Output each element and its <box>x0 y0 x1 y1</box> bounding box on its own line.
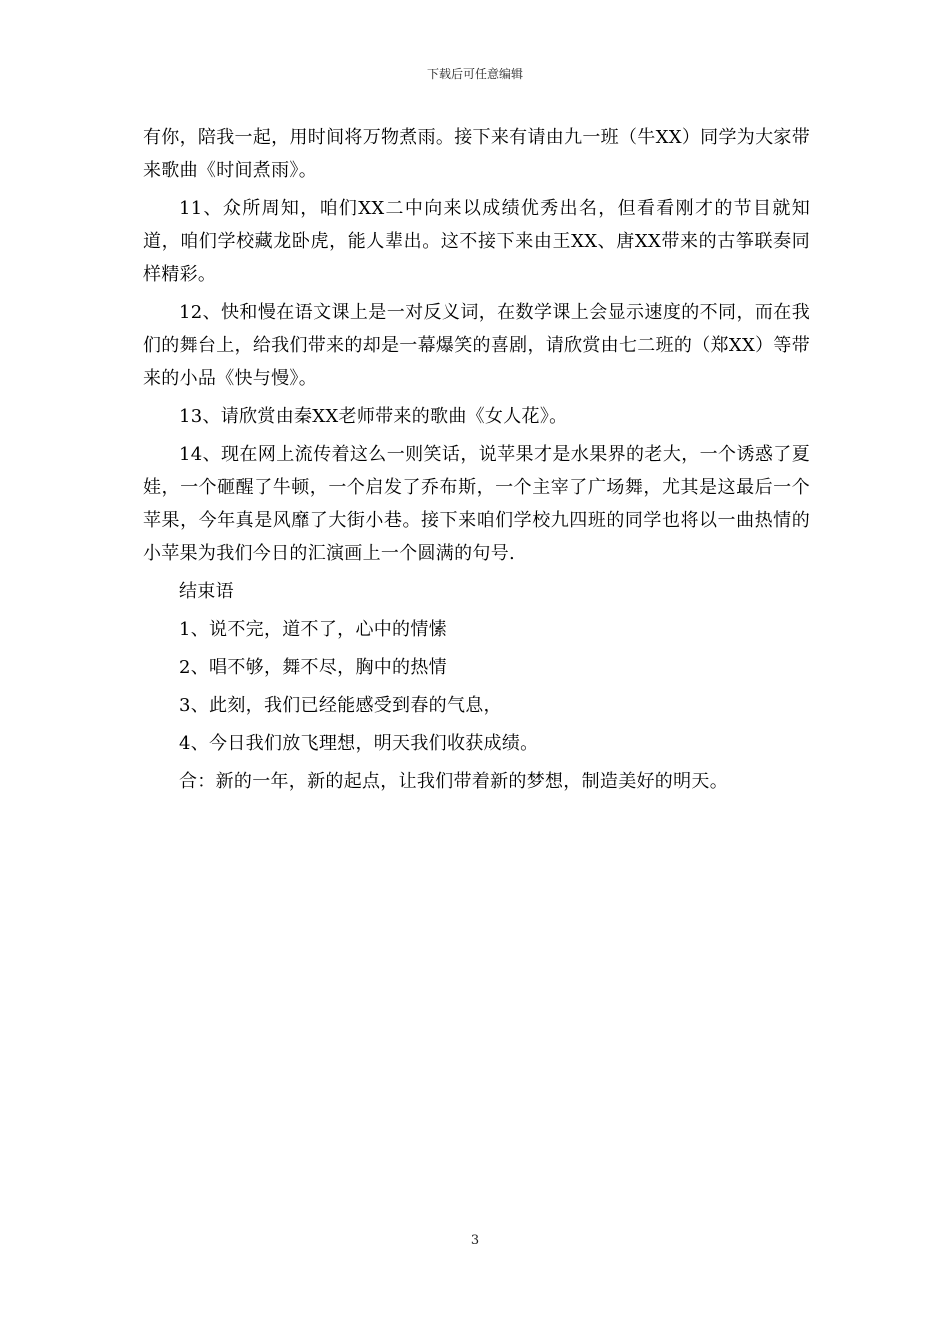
closing-line-together: 合：新的一年，新的起点，让我们带着新的梦想，制造美好的明天。 <box>179 771 728 792</box>
paragraph-14: 14、现在网上流传着这么一则笑话，说苹果才是水果界的老大，一个诱惑了夏娃，一个砸醒了牛顿，一个启发了乔布斯，一个主宰了广场舞，尤其是这最后一个苹果，今年真是风靡了大街小巷。接下来咱们学校九四班的同学也将以一曲热情的小苹果为我们今日的汇演画上一个圆满的句号. <box>143 444 810 564</box>
page-header: 下载后可任意编辑 <box>426 67 523 81</box>
page-number: 3 <box>470 1233 480 1248</box>
closing-line-2: 2、唱不够，舞不尽，胸中的热情 <box>179 657 447 678</box>
closing-line-3: 3、此刻，我们已经能感受到春的气息， <box>179 695 502 716</box>
closing-line-4: 4、今日我们放飞理想，明天我们收获成绩。 <box>179 733 539 754</box>
paragraph-13: 13、请欣赏由秦XX老师带来的歌曲《女人花》。 <box>179 406 568 427</box>
paragraph-11: 11、众所周知，咱们XX二中向来以成绩优秀出名，但看看刚才的节目就知道，咱们学校藏龙卧虎，能人辈出。这不接下来由王XX、唐XX带来的古筝联奏同样精彩。 <box>143 198 810 285</box>
paragraph-12: 12、快和慢在语文课上是一对反义词，在数学课上会显示速度的不同，而在我们的舞台上，给我们带来的却是一幕爆笑的喜剧，请欣赏由七二班的（郑XX）等带来的小品《快与慢》。 <box>143 302 810 389</box>
closing-title: 结束语 <box>179 581 234 602</box>
paragraph-continuation: 有你，陪我一起，用时间将万物煮雨。接下来有请由九一班（牛XX）同学为大家带来歌曲《时间煮雨》。 <box>143 127 810 181</box>
document-body <box>143 121 810 803</box>
closing-line-1: 1、说不完，道不了，心中的情愫 <box>179 619 447 640</box>
